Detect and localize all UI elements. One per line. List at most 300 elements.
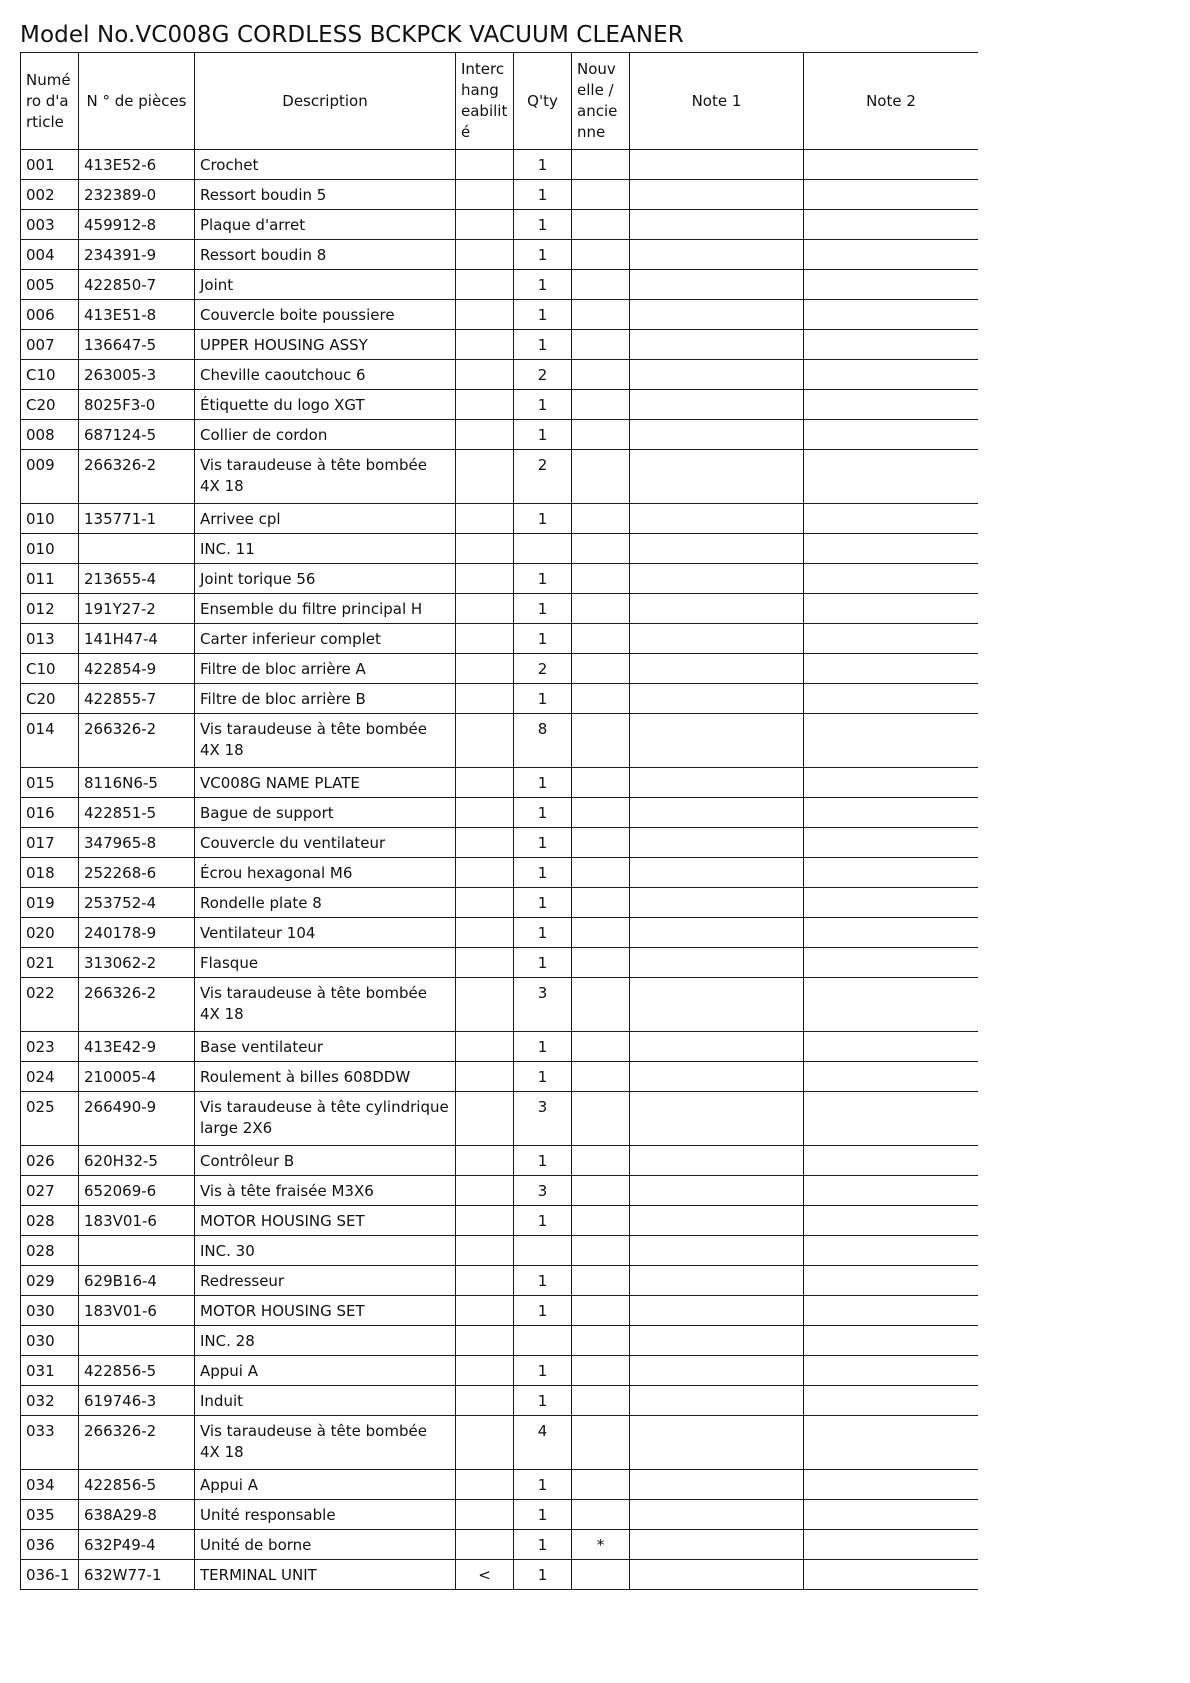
- cell-item-number: 024: [21, 1062, 79, 1092]
- cell-item-number: 020: [21, 918, 79, 948]
- cell-part-number: 629B16-4: [79, 1266, 195, 1296]
- cell-part-number: 632P49-4: [79, 1530, 195, 1560]
- cell-new-old: [572, 1560, 630, 1590]
- cell-part-number: 191Y27-2: [79, 594, 195, 624]
- cell-part-number: 136647-5: [79, 330, 195, 360]
- cell-item-number: 001: [21, 150, 79, 180]
- cell-description: Étiquette du logo XGT: [195, 390, 456, 420]
- cell-interchangeability: [456, 1296, 514, 1326]
- cell-note-2: [804, 1266, 979, 1296]
- cell-quantity: 1: [514, 684, 572, 714]
- cell-note-1: [630, 798, 804, 828]
- cell-interchangeability: [456, 300, 514, 330]
- cell-item-number: 028: [21, 1206, 79, 1236]
- cell-note-2: [804, 1296, 979, 1326]
- cell-note-1: [630, 504, 804, 534]
- cell-description: Contrôleur B: [195, 1146, 456, 1176]
- cell-note-1: [630, 240, 804, 270]
- cell-new-old: [572, 534, 630, 564]
- cell-note-2: [804, 828, 979, 858]
- col-header-inter-line: Interc: [461, 60, 505, 78]
- cell-description: Ventilateur 104: [195, 918, 456, 948]
- cell-interchangeability: [456, 210, 514, 240]
- cell-part-number: 266326-2: [79, 1416, 195, 1470]
- cell-note-1: [630, 948, 804, 978]
- cell-part-number: 252268-6: [79, 858, 195, 888]
- cell-interchangeability: [456, 768, 514, 798]
- cell-new-old: [572, 858, 630, 888]
- col-header-newold-line: Nouv: [577, 60, 616, 78]
- table-body: [21, 150, 979, 1590]
- cell-note-2: [804, 798, 979, 828]
- cell-part-number: 313062-2: [79, 948, 195, 978]
- cell-new-old: [572, 1176, 630, 1206]
- cell-description: Ressort boudin 8: [195, 240, 456, 270]
- cell-quantity: 1: [514, 150, 572, 180]
- col-header-inter-line: eabilit: [461, 102, 508, 120]
- col-header-interchangeability: [456, 53, 514, 150]
- cell-item-number: 029: [21, 1266, 79, 1296]
- cell-item-number: 023: [21, 1032, 79, 1062]
- table-row: [21, 1470, 979, 1500]
- cell-new-old: [572, 828, 630, 858]
- cell-part-number: 266326-2: [79, 714, 195, 768]
- table-row: [21, 654, 979, 684]
- cell-note-1: [630, 1326, 804, 1356]
- cell-interchangeability: [456, 1470, 514, 1500]
- cell-interchangeability: [456, 1416, 514, 1470]
- cell-quantity: 2: [514, 450, 572, 504]
- cell-note-2: [804, 450, 979, 504]
- cell-part-number: 638A29-8: [79, 1500, 195, 1530]
- cell-note-1: [630, 918, 804, 948]
- table-row: [21, 1416, 979, 1470]
- cell-item-number: 022: [21, 978, 79, 1032]
- cell-part-number: 210005-4: [79, 1062, 195, 1092]
- cell-quantity: [514, 1236, 572, 1266]
- cell-note-1: [630, 978, 804, 1032]
- col-header-new-old: [572, 53, 630, 150]
- col-header-item-line: rticle: [26, 112, 64, 131]
- cell-note-1: [630, 1560, 804, 1590]
- cell-item-number: C20: [21, 390, 79, 420]
- cell-new-old: [572, 684, 630, 714]
- table-row: [21, 180, 979, 210]
- table-row: [21, 1356, 979, 1386]
- cell-item-number: 014: [21, 714, 79, 768]
- cell-part-number: [79, 1236, 195, 1266]
- col-header-description: Description: [195, 53, 456, 150]
- cell-new-old: [572, 798, 630, 828]
- table-row: [21, 1236, 979, 1266]
- cell-note-2: [804, 714, 979, 768]
- cell-new-old: [572, 450, 630, 504]
- cell-new-old: [572, 330, 630, 360]
- cell-interchangeability: [456, 858, 514, 888]
- cell-new-old: [572, 1470, 630, 1500]
- cell-interchangeability: [456, 270, 514, 300]
- table-row: [21, 594, 979, 624]
- table-row: [21, 1500, 979, 1530]
- cell-interchangeability: [456, 714, 514, 768]
- cell-description: Collier de cordon: [195, 420, 456, 450]
- cell-quantity: 3: [514, 1092, 572, 1146]
- cell-item-number: 025: [21, 1092, 79, 1146]
- cell-interchangeability: [456, 594, 514, 624]
- cell-new-old: [572, 1266, 630, 1296]
- cell-note-2: [804, 1092, 979, 1146]
- cell-note-2: [804, 300, 979, 330]
- table-row: [21, 1530, 979, 1560]
- cell-note-1: [630, 420, 804, 450]
- cell-quantity: 1: [514, 504, 572, 534]
- cell-new-old: [572, 210, 630, 240]
- cell-interchangeability: [456, 654, 514, 684]
- cell-note-1: [630, 594, 804, 624]
- cell-interchangeability: <: [456, 1560, 514, 1590]
- cell-note-2: [804, 240, 979, 270]
- cell-note-1: [630, 1530, 804, 1560]
- cell-interchangeability: [456, 1176, 514, 1206]
- cell-note-1: [630, 534, 804, 564]
- cell-part-number: 422850-7: [79, 270, 195, 300]
- cell-note-2: [804, 420, 979, 450]
- table-row: [21, 1176, 979, 1206]
- cell-note-1: [630, 858, 804, 888]
- cell-new-old: [572, 1032, 630, 1062]
- table-row: [21, 1032, 979, 1062]
- cell-part-number: 240178-9: [79, 918, 195, 948]
- cell-note-1: [630, 564, 804, 594]
- cell-quantity: 1: [514, 1530, 572, 1560]
- cell-interchangeability: [456, 390, 514, 420]
- cell-description: UPPER HOUSING ASSY: [195, 330, 456, 360]
- cell-new-old: [572, 420, 630, 450]
- table-row: [21, 504, 979, 534]
- cell-note-2: [804, 504, 979, 534]
- cell-item-number: 005: [21, 270, 79, 300]
- table-row: [21, 918, 979, 948]
- cell-note-2: [804, 1032, 979, 1062]
- cell-quantity: 2: [514, 360, 572, 390]
- cell-quantity: 1: [514, 798, 572, 828]
- cell-description: MOTOR HOUSING SET: [195, 1206, 456, 1236]
- cell-note-2: [804, 270, 979, 300]
- cell-note-2: [804, 858, 979, 888]
- col-header-part-number: N ° de pièces: [79, 53, 195, 150]
- cell-description: Ensemble du filtre principal H: [195, 594, 456, 624]
- col-header-newold-line: ancie: [577, 102, 618, 120]
- cell-item-number: 027: [21, 1176, 79, 1206]
- cell-new-old: [572, 270, 630, 300]
- cell-item-number: 015: [21, 768, 79, 798]
- cell-part-number: 253752-4: [79, 888, 195, 918]
- cell-item-number: 009: [21, 450, 79, 504]
- cell-note-2: [804, 1530, 979, 1560]
- cell-note-1: [630, 624, 804, 654]
- cell-interchangeability: [456, 828, 514, 858]
- cell-part-number: 263005-3: [79, 360, 195, 390]
- cell-new-old: [572, 1326, 630, 1356]
- table-row: [21, 564, 979, 594]
- cell-description: Filtre de bloc arrière B: [195, 684, 456, 714]
- cell-quantity: 1: [514, 624, 572, 654]
- cell-note-2: [804, 1560, 979, 1590]
- cell-part-number: 422856-5: [79, 1356, 195, 1386]
- cell-note-1: [630, 1356, 804, 1386]
- cell-item-number: 021: [21, 948, 79, 978]
- cell-part-number: 632W77-1: [79, 1560, 195, 1590]
- table-row: [21, 858, 979, 888]
- cell-new-old: *: [572, 1530, 630, 1560]
- table-row: [21, 828, 979, 858]
- cell-description: Vis à tête fraisée M3X6: [195, 1176, 456, 1206]
- cell-quantity: 2: [514, 654, 572, 684]
- cell-note-1: [630, 1266, 804, 1296]
- col-header-quantity: Q'ty: [514, 53, 572, 150]
- cell-new-old: [572, 1092, 630, 1146]
- cell-quantity: 1: [514, 420, 572, 450]
- table-row: [21, 684, 979, 714]
- cell-description: Appui A: [195, 1356, 456, 1386]
- cell-item-number: 030: [21, 1296, 79, 1326]
- cell-note-1: [630, 1416, 804, 1470]
- table-row: [21, 534, 979, 564]
- cell-note-2: [804, 624, 979, 654]
- cell-quantity: 1: [514, 888, 572, 918]
- cell-description: Vis taraudeuse à tête bombée 4X 18: [195, 978, 456, 1032]
- cell-item-number: 011: [21, 564, 79, 594]
- cell-description: Filtre de bloc arrière A: [195, 654, 456, 684]
- cell-part-number: [79, 1326, 195, 1356]
- cell-item-number: 017: [21, 828, 79, 858]
- cell-note-2: [804, 1386, 979, 1416]
- cell-note-2: [804, 210, 979, 240]
- cell-quantity: 1: [514, 768, 572, 798]
- cell-description: Appui A: [195, 1470, 456, 1500]
- cell-interchangeability: [456, 978, 514, 1032]
- cell-new-old: [572, 180, 630, 210]
- cell-description: Roulement à billes 608DDW: [195, 1062, 456, 1092]
- cell-description: INC. 11: [195, 534, 456, 564]
- cell-item-number: 032: [21, 1386, 79, 1416]
- col-header-newold-line: nne: [577, 123, 606, 141]
- cell-new-old: [572, 1500, 630, 1530]
- cell-new-old: [572, 888, 630, 918]
- cell-note-2: [804, 1470, 979, 1500]
- cell-note-1: [630, 1092, 804, 1146]
- cell-note-1: [630, 768, 804, 798]
- cell-note-2: [804, 330, 979, 360]
- cell-new-old: [572, 594, 630, 624]
- cell-part-number: 135771-1: [79, 504, 195, 534]
- cell-new-old: [572, 1062, 630, 1092]
- cell-note-2: [804, 654, 979, 684]
- cell-note-2: [804, 150, 979, 180]
- cell-part-number: 183V01-6: [79, 1296, 195, 1326]
- table-row: [21, 1326, 979, 1356]
- cell-quantity: 1: [514, 948, 572, 978]
- cell-item-number: 030: [21, 1326, 79, 1356]
- cell-new-old: [572, 1146, 630, 1176]
- cell-interchangeability: [456, 888, 514, 918]
- cell-note-1: [630, 1176, 804, 1206]
- cell-quantity: 1: [514, 564, 572, 594]
- cell-interchangeability: [456, 1092, 514, 1146]
- cell-note-1: [630, 654, 804, 684]
- cell-quantity: 1: [514, 1206, 572, 1236]
- cell-note-1: [630, 270, 804, 300]
- cell-note-2: [804, 918, 979, 948]
- table-row: [21, 888, 979, 918]
- cell-note-1: [630, 450, 804, 504]
- cell-note-2: [804, 1236, 979, 1266]
- cell-note-1: [630, 300, 804, 330]
- table-row: [21, 978, 979, 1032]
- cell-item-number: 036-1: [21, 1560, 79, 1590]
- cell-note-1: [630, 888, 804, 918]
- cell-item-number: 036: [21, 1530, 79, 1560]
- col-header-item-number: [21, 53, 79, 150]
- cell-new-old: [572, 564, 630, 594]
- cell-new-old: [572, 360, 630, 390]
- table-row: [21, 1560, 979, 1590]
- table-row: [21, 330, 979, 360]
- cell-part-number: 232389-0: [79, 180, 195, 210]
- col-header-newold-line: elle /: [577, 81, 614, 99]
- cell-note-1: [630, 390, 804, 420]
- cell-description: Redresseur: [195, 1266, 456, 1296]
- cell-part-number: 8116N6-5: [79, 768, 195, 798]
- cell-note-2: [804, 1326, 979, 1356]
- cell-quantity: 1: [514, 390, 572, 420]
- cell-item-number: 010: [21, 504, 79, 534]
- cell-new-old: [572, 918, 630, 948]
- cell-item-number: 003: [21, 210, 79, 240]
- table-row: [21, 768, 979, 798]
- cell-note-1: [630, 828, 804, 858]
- cell-item-number: 034: [21, 1470, 79, 1500]
- col-header-inter-line: é: [461, 123, 471, 141]
- cell-part-number: 413E42-9: [79, 1032, 195, 1062]
- cell-new-old: [572, 1296, 630, 1326]
- cell-quantity: [514, 534, 572, 564]
- cell-item-number: 016: [21, 798, 79, 828]
- cell-interchangeability: [456, 1386, 514, 1416]
- cell-item-number: C20: [21, 684, 79, 714]
- cell-description: Ressort boudin 5: [195, 180, 456, 210]
- cell-description: Bague de support: [195, 798, 456, 828]
- cell-note-2: [804, 684, 979, 714]
- cell-description: Crochet: [195, 150, 456, 180]
- cell-part-number: 422854-9: [79, 654, 195, 684]
- cell-note-2: [804, 888, 979, 918]
- table-row: [21, 300, 979, 330]
- cell-interchangeability: [456, 240, 514, 270]
- cell-part-number: 413E52-6: [79, 150, 195, 180]
- cell-note-2: [804, 564, 979, 594]
- cell-part-number: 347965-8: [79, 828, 195, 858]
- cell-description: Flasque: [195, 948, 456, 978]
- cell-item-number: 010: [21, 534, 79, 564]
- parts-table-container: [20, 52, 978, 1683]
- cell-note-1: [630, 1062, 804, 1092]
- cell-interchangeability: [456, 1500, 514, 1530]
- cell-item-number: C10: [21, 654, 79, 684]
- table-row: [21, 240, 979, 270]
- cell-interchangeability: [456, 1266, 514, 1296]
- cell-note-2: [804, 1416, 979, 1470]
- cell-quantity: 1: [514, 1470, 572, 1500]
- col-header-item-line: ro d'a: [26, 91, 69, 110]
- cell-note-2: [804, 390, 979, 420]
- cell-note-2: [804, 1356, 979, 1386]
- cell-note-1: [630, 210, 804, 240]
- col-header-note-1: Note 1: [630, 53, 804, 150]
- cell-note-1: [630, 330, 804, 360]
- cell-interchangeability: [456, 150, 514, 180]
- cell-part-number: 8025F3-0: [79, 390, 195, 420]
- cell-new-old: [572, 624, 630, 654]
- cell-quantity: 1: [514, 1032, 572, 1062]
- cell-part-number: 620H32-5: [79, 1146, 195, 1176]
- cell-interchangeability: [456, 420, 514, 450]
- table-row: [21, 150, 979, 180]
- cell-new-old: [572, 1356, 630, 1386]
- cell-interchangeability: [456, 504, 514, 534]
- cell-item-number: 006: [21, 300, 79, 330]
- cell-quantity: 1: [514, 240, 572, 270]
- cell-part-number: 266326-2: [79, 978, 195, 1032]
- cell-part-number: 459912-8: [79, 210, 195, 240]
- cell-description: Arrivee cpl: [195, 504, 456, 534]
- cell-new-old: [572, 714, 630, 768]
- cell-note-1: [630, 360, 804, 390]
- cell-interchangeability: [456, 330, 514, 360]
- cell-description: Base ventilateur: [195, 1032, 456, 1062]
- cell-interchangeability: [456, 684, 514, 714]
- cell-part-number: 652069-6: [79, 1176, 195, 1206]
- cell-interchangeability: [456, 1356, 514, 1386]
- cell-interchangeability: [456, 1530, 514, 1560]
- cell-interchangeability: [456, 564, 514, 594]
- col-header-inter-line: hang: [461, 81, 499, 99]
- cell-quantity: 3: [514, 1176, 572, 1206]
- cell-note-1: [630, 1206, 804, 1236]
- cell-new-old: [572, 1386, 630, 1416]
- cell-description: Unité de borne: [195, 1530, 456, 1560]
- cell-quantity: 1: [514, 1386, 572, 1416]
- cell-quantity: 3: [514, 978, 572, 1032]
- table-row: [21, 210, 979, 240]
- cell-interchangeability: [456, 1146, 514, 1176]
- cell-part-number: 183V01-6: [79, 1206, 195, 1236]
- cell-item-number: 002: [21, 180, 79, 210]
- cell-quantity: 1: [514, 918, 572, 948]
- cell-item-number: 004: [21, 240, 79, 270]
- table-row: [21, 1092, 979, 1146]
- cell-item-number: 008: [21, 420, 79, 450]
- cell-description: Écrou hexagonal M6: [195, 858, 456, 888]
- cell-quantity: 1: [514, 1356, 572, 1386]
- cell-new-old: [572, 390, 630, 420]
- cell-quantity: 1: [514, 828, 572, 858]
- cell-quantity: 1: [514, 270, 572, 300]
- cell-description: TERMINAL UNIT: [195, 1560, 456, 1590]
- cell-quantity: 8: [514, 714, 572, 768]
- cell-note-2: [804, 948, 979, 978]
- cell-quantity: 1: [514, 1062, 572, 1092]
